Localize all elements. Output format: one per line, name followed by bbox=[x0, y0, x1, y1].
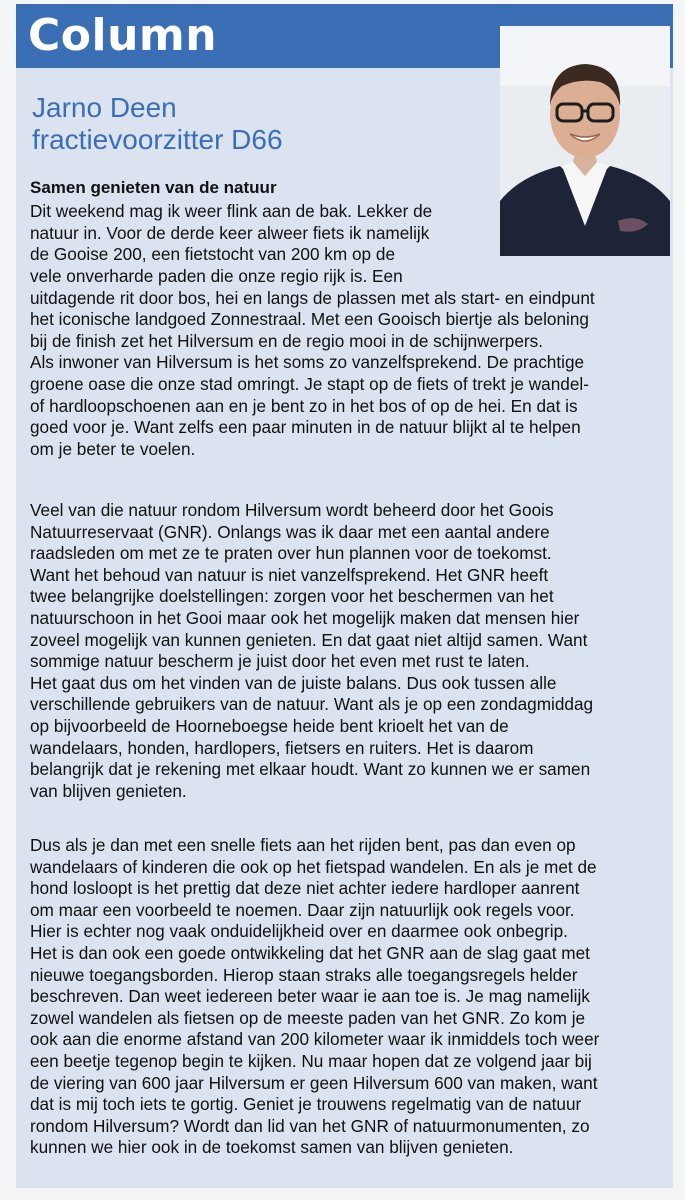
text-line: ook aan die enorme afstand van 200 kilometer waar ik inmiddels toch weer bbox=[30, 1029, 600, 1050]
text-line: vele onverharde paden die onze regio rijk is. Een bbox=[30, 266, 403, 286]
text-line: dat is mij toch iets te gortig. Geniet je trouwens regelmatig van de natuur bbox=[30, 1094, 582, 1115]
text-line: sommige natuur bescherm je juist door het even met rust te laten. bbox=[30, 651, 530, 672]
text-line: goed voor je. Want zelfs een paar minuten in de natuur blijkt al te helpen bbox=[30, 417, 581, 438]
text-line: kunnen we hier ook in de toekomst samen van blijven genieten. bbox=[30, 1137, 514, 1158]
text-line: op bijvoorbeeld de Hoorneboegse heide bent krioelt het van de bbox=[30, 715, 509, 736]
text-line: twee belangrijke doelstellingen: zorgen voor het beschermen van het bbox=[30, 586, 554, 607]
text-line: nieuwe toegangsborden. Hierop staan straks alle toegangsregels helder bbox=[30, 964, 578, 985]
text-line: een beetje tegenop begin te kijken. Nu maar hopen dat ze volgend jaar bij bbox=[30, 1050, 592, 1071]
text-line: Natuurreservaat (GNR). Onlangs was ik daar met een aantal andere bbox=[30, 521, 550, 542]
text-line: Want het behoud van natuur is niet vanzelfsprekend. Het GNR heeft bbox=[30, 564, 549, 585]
text-line: wandelaars, honden, hardlopers, fietsers en ruiters. Het is daarom bbox=[30, 737, 534, 758]
column-panel bbox=[16, 4, 673, 1188]
text-line: rondom Hilversum? Wordt dan lid van het GNR of natuurmonumenten, zo bbox=[30, 1115, 590, 1136]
text-line: natuurschoon in het Gooi maar ook het mogelijk maken dat mensen hier bbox=[30, 607, 580, 628]
text-line: om maar een voorbeeld te noemen. Daar zijn natuurlijk ook regels voor. bbox=[30, 899, 575, 920]
text-line: van blijven genieten. bbox=[30, 780, 187, 801]
text-line: zoveel mogelijk van kunnen genieten. En dat gaat niet altijd samen. Want bbox=[30, 629, 588, 650]
text-line: groene oase die onze stad omringt. Je stapt op de fiets of trekt je wandel- bbox=[30, 373, 589, 394]
text-line: bij de finish zet het Hilversum en de regio mooi in de schijnwerpers. bbox=[30, 330, 544, 351]
text-line: Het is dan ook een goede ontwikkeling dat het GNR aan de slag gaat met bbox=[30, 942, 590, 963]
text-line: om je beter te voelen. bbox=[30, 438, 196, 459]
text-line: Dus als je dan met een snelle fiets aan het rijden bent, pas dan even op bbox=[30, 835, 576, 855]
author-role: fractievoorzitter D66 bbox=[32, 124, 283, 155]
paragraph-2 bbox=[30, 500, 593, 802]
text-line: het iconische landgoed Zonnestraal. Met een Gooisch biertje als beloning bbox=[30, 309, 589, 330]
text-line: of hardloopschoenen aan en je bent zo in het bos of op de hei. En dat is bbox=[30, 395, 578, 416]
text-line: wandelaars of kinderen die ook op het fietspad wandelen. En als je met de bbox=[30, 856, 597, 877]
author-photo bbox=[500, 26, 670, 256]
text-line: hond losloopt is het prettig dat deze niet achter iedere hardloper aanrent bbox=[30, 878, 580, 899]
article-subheading: Samen genieten van de natuur bbox=[30, 178, 277, 197]
text-line: beschreven. Dan weet iedereen beter waar ie aan toe is. Je mag namelijk bbox=[30, 986, 590, 1007]
text-line: raadsleden om met ze te praten over hun plannen voor de toekomst. bbox=[30, 543, 552, 564]
text-line: Dit weekend mag ik weer flink aan de bak. Lekker de bbox=[30, 201, 433, 221]
text-line: Als inwoner van Hilversum is het soms zo vanzelfsprekend. De prachtige bbox=[30, 352, 585, 373]
paragraph-3 bbox=[30, 835, 599, 1159]
column-title: Column bbox=[28, 10, 218, 61]
author-name: Jarno Deen bbox=[32, 92, 177, 123]
text-line: natuur in. Voor de derde keer alweer fiets ik namelijk bbox=[30, 222, 430, 243]
text-line: Het gaat dus om het vinden van de juiste balans. Dus ook tussen alle bbox=[30, 672, 557, 693]
paragraph-1-intro bbox=[30, 201, 432, 266]
text-line: belangrijk dat je rekening met elkaar houdt. Want zo kunnen we er samen bbox=[30, 759, 591, 780]
author-block bbox=[32, 92, 283, 156]
paragraph-1 bbox=[30, 266, 595, 460]
text-line: uitdagende rit door bos, hei en langs de plassen met als start- en eindpunt bbox=[30, 287, 595, 308]
text-line: Hier is echter nog vaak onduidelijkheid over en daarmee ook onbegrip. bbox=[30, 921, 568, 942]
text-line: de viering van 600 jaar Hilversum er geen Hilversum 600 van maken, want bbox=[30, 1072, 598, 1093]
text-line: verschillende gebruikers van de natuur. Want als je op een zondagmiddag bbox=[30, 694, 594, 715]
text-line: Veel van die natuur rondom Hilversum wordt beheerd door het Goois bbox=[30, 500, 554, 520]
text-line: zowel wandelen als fietsen op de meeste paden van het GNR. Zo kom je bbox=[30, 1007, 586, 1028]
text-line: de Gooise 200, een fietstocht van 200 km op de bbox=[30, 244, 395, 265]
